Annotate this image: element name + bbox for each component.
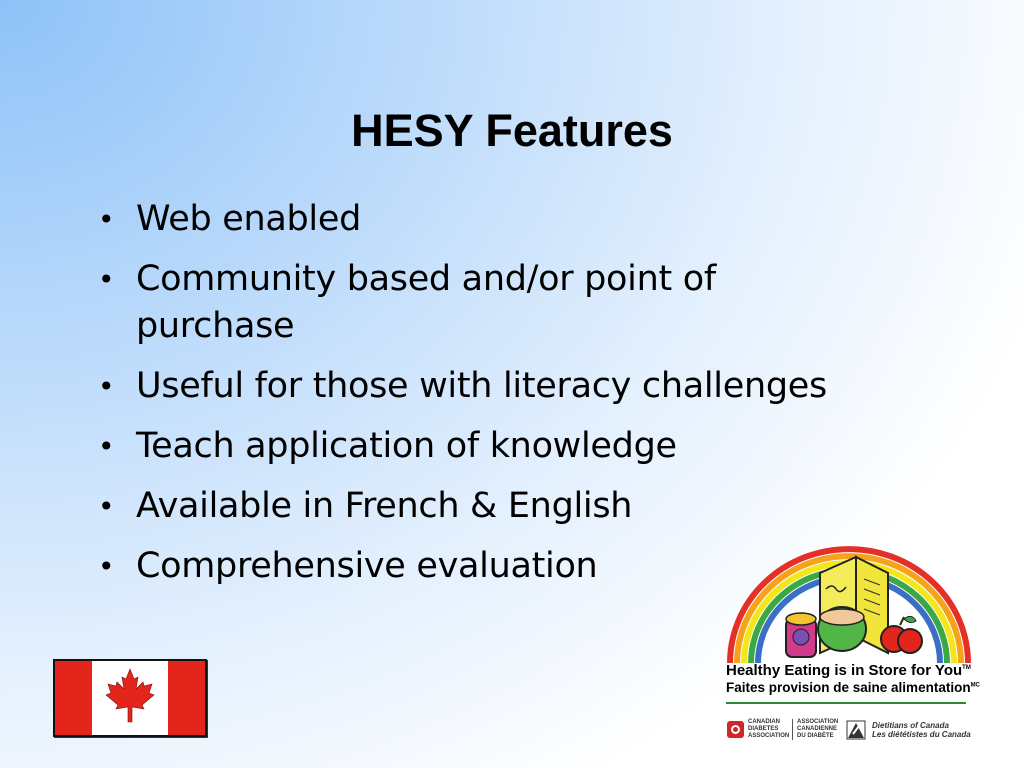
bullet-item: [96, 423, 916, 470]
bullet-text: Web enabled: [136, 199, 361, 239]
bullet-text: Teach application of knowledge: [136, 426, 677, 466]
flag-band-right: [168, 661, 205, 735]
bullet-item: [96, 196, 916, 243]
bullet-list: [96, 196, 916, 603]
flag-band-left: [55, 661, 92, 735]
bullet-icon: •: [98, 490, 115, 523]
bullet-text: Available in French & English: [136, 486, 633, 526]
cda-name-en: CANADIAN DIABETES ASSOCIATION: [748, 719, 790, 739]
logo-tagline-en: Healthy Eating is in Store for You™: [726, 662, 971, 679]
logo-tagline-fr: Faites provision de saine alimentation$^{MC}$: [726, 680, 980, 695]
bullet-icon: •: [98, 263, 115, 296]
canada-flag-icon: [53, 659, 207, 737]
bullet-item: [96, 483, 916, 530]
bullet-text: Community based and/or point of purchase: [136, 259, 716, 346]
bullet-icon: •: [98, 203, 115, 236]
dietitians-logo-icon: [846, 720, 866, 740]
bullet-text: Useful for those with literacy challenges: [136, 366, 827, 406]
dietitians-name: Dietitians of Canada Les diététistes du Canada: [872, 721, 971, 739]
bullet-icon: •: [98, 550, 115, 583]
bullet-text: Comprehensive evaluation: [136, 546, 598, 586]
slide-title: HESY Features: [351, 105, 673, 156]
bullet-item: [96, 256, 816, 350]
cda-logo-icon: [727, 721, 744, 738]
logo-divider: [726, 702, 966, 704]
cda-name-fr: ASSOCIATION CANADIENNE DU DIABÈTE: [792, 719, 838, 740]
bullet-icon: •: [98, 370, 115, 403]
maple-leaf-icon: [102, 667, 158, 729]
bullet-item: [96, 363, 916, 410]
bullet-icon: •: [98, 430, 115, 463]
